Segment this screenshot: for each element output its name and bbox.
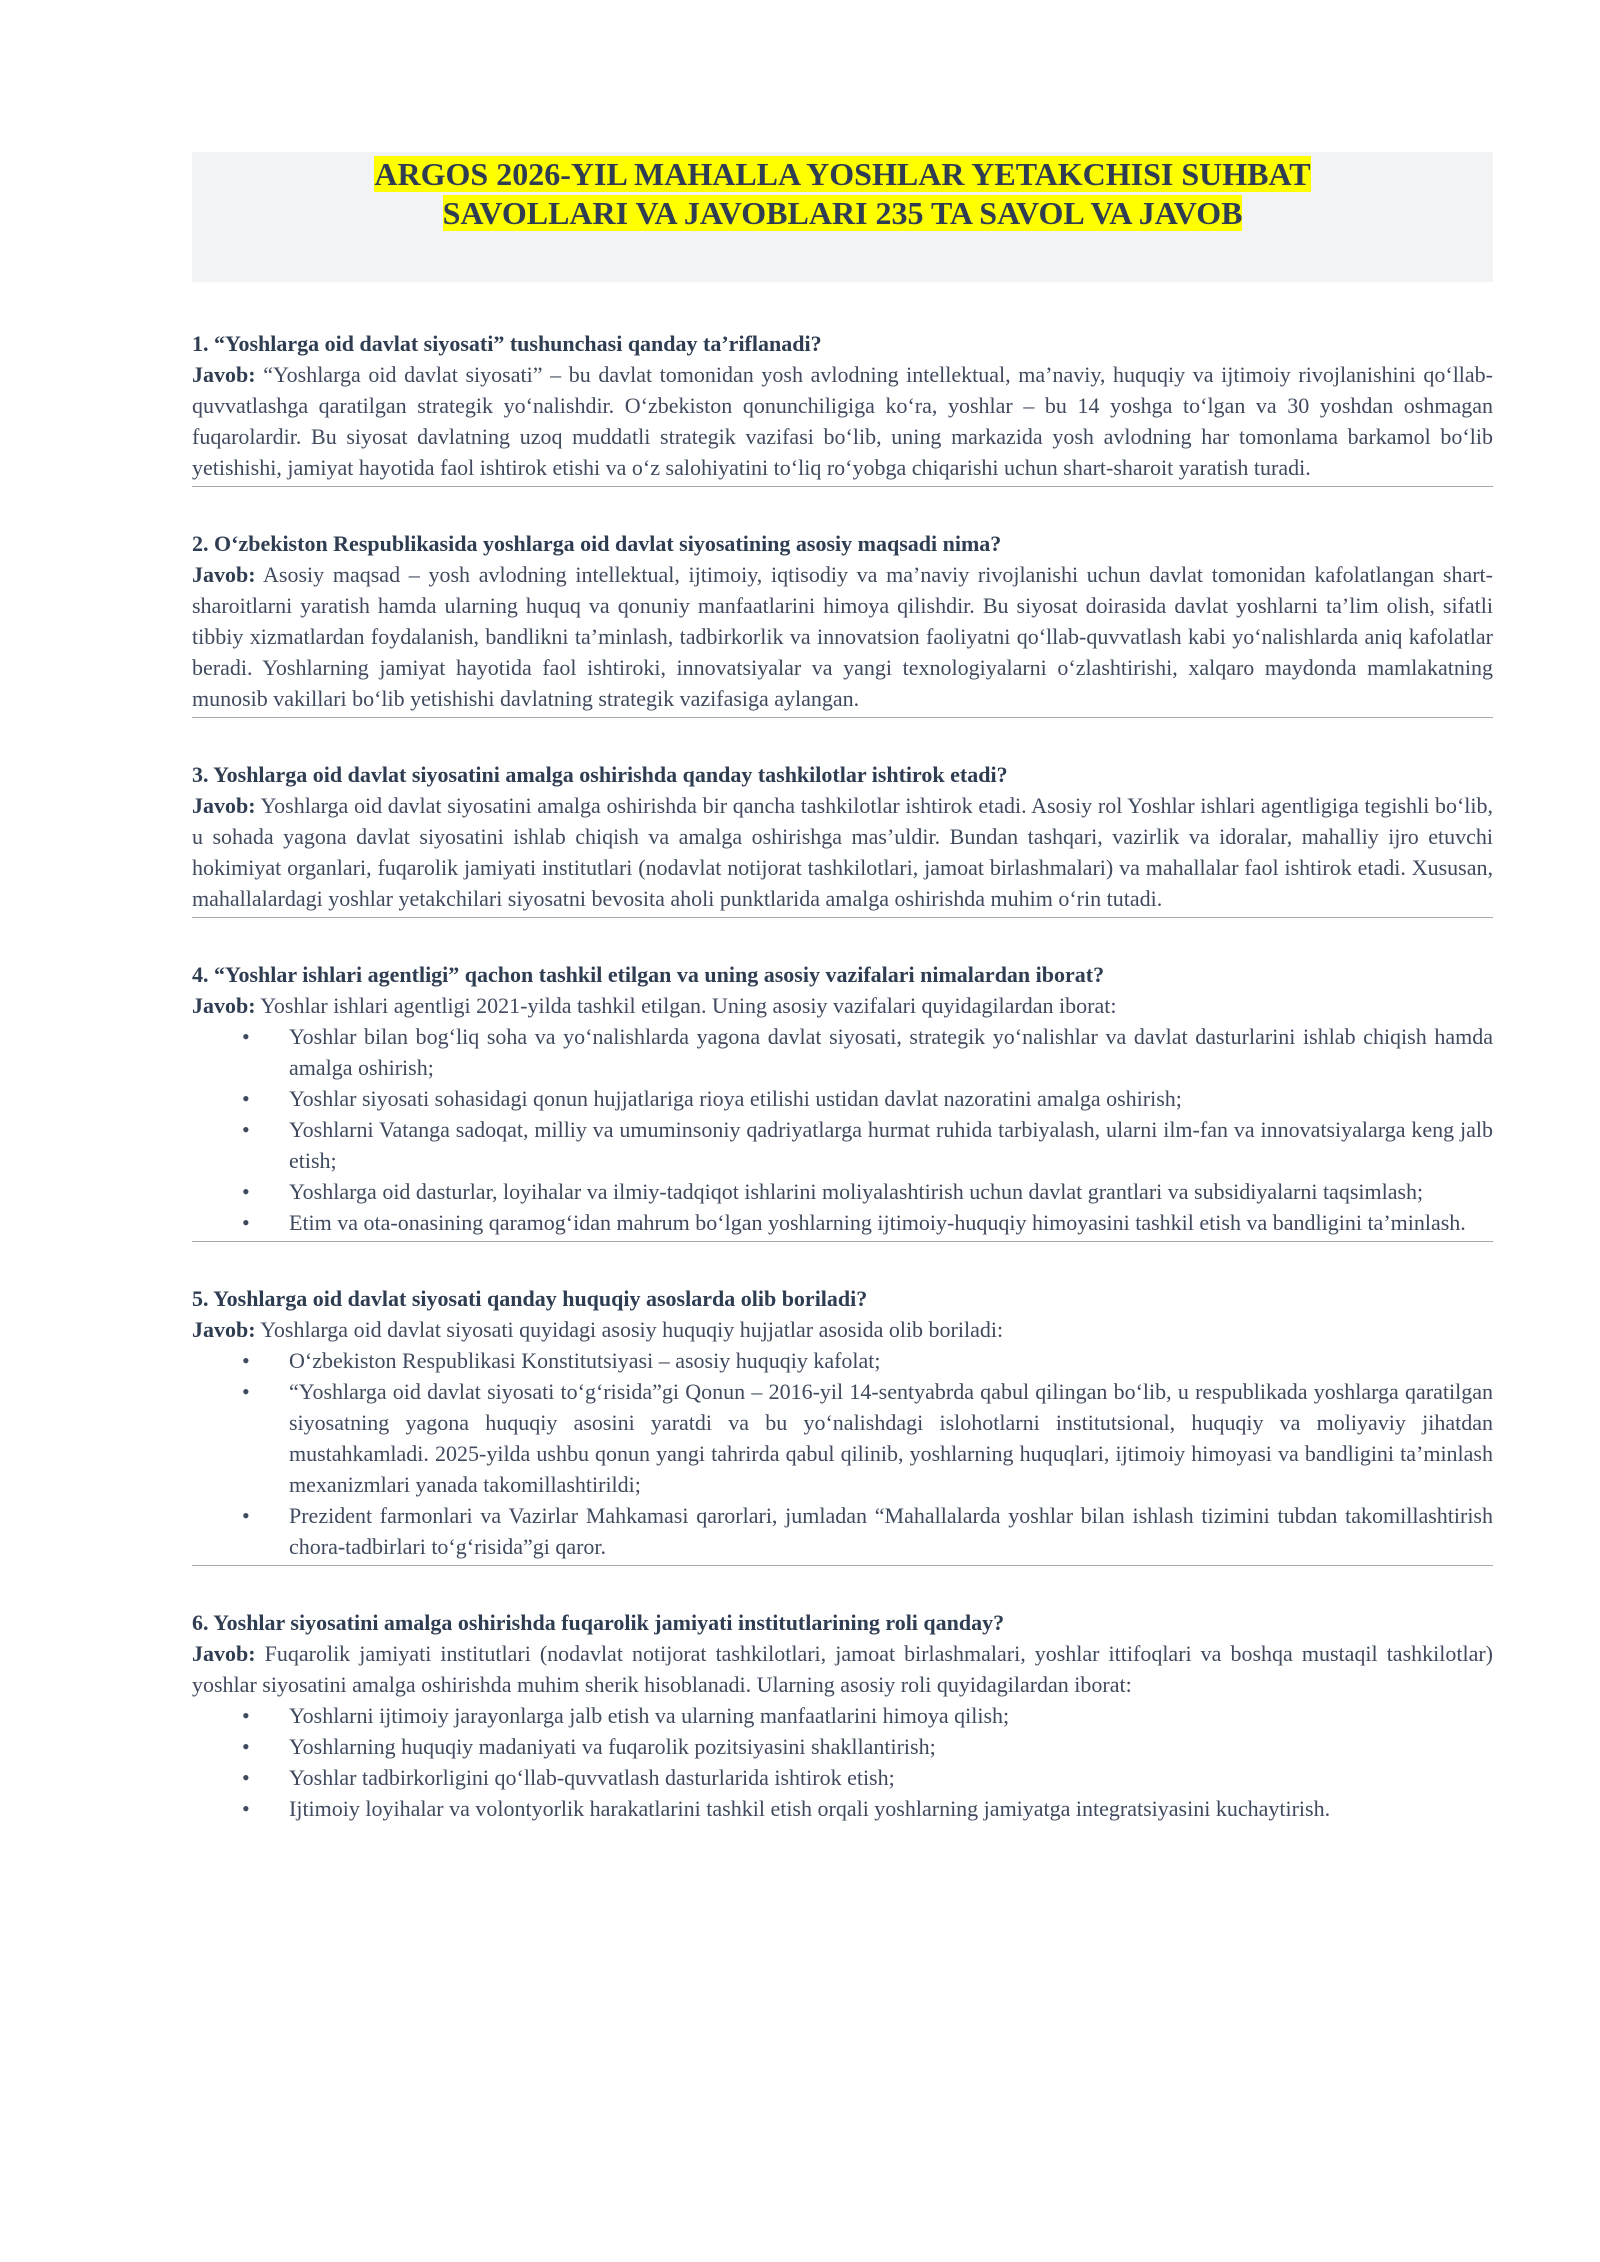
title-line-1: ARGOS 2026-YIL MAHALLA YOSHLAR YETAKCHISI SUHBAT [374, 156, 1311, 192]
list-item: • Yoshlarga oid dasturlar, loyihalar va ilmiy-tadqiqot ishlarini moliyalashtirish uchun davlat grantlari va subsidiyalarni taqsimlash; [289, 1176, 1493, 1207]
answer [192, 790, 1493, 914]
answer-label: Javob: [192, 362, 256, 387]
bullet-list [192, 1021, 1493, 1238]
list-item: • Yoshlar bilan bog‘liq soha va yo‘nalishlarda yagona davlat siyosati, strategik yo‘nalishlar va davlat dasturlarini ishlab chiqish hamda amalga oshirish; [289, 1021, 1493, 1083]
qa-item [192, 328, 1493, 487]
list-item: • “Yoshlarga oid davlat siyosati to‘g‘risida”gi Qonun – 2016-yil 14-sentyabrda qabul qilingan bo‘lib, u respublikada yoshlarga qaratilgan siyosatning yagona huquqiy asosini yaratdi va bu yo‘nalishdagi islohotlarni institutsional, huquqiy va moliyaviy jihatdan mustahkamladi. 2025-yilda ushbu qonun yangi tahrirda qabul qilinib, yoshlarning huquqlari, ijtimoiy himoyasi va bandligini ta’minlash mexanizmlari yanada takomillashtirildi; [289, 1376, 1493, 1500]
answer-label: Javob: [192, 1641, 256, 1666]
answer-text: Asosiy maqsad – yosh avlodning intellektual, ijtimoiy, iqtisodiy va ma’naviy rivojlanishi uchun davlat tomonidan kafolatlangan shart-sharoitlarni yaratish hamda ularning huquq va qonuniy manfaatlarini himoya qilishdir. Bu siyosat doirasida davlat yoshlarni ta’lim olish, sifatli tibbiy xizmatlardan foydalanish, bandlikni ta’minlash, tadbirkorlik va innovatsion faoliyatni qo‘llab-quvvatlash kabi yo‘nalishlarda aniq kafolatlar beradi. Yoshlarning jamiyat hayotida faol ishtiroki, innovatsiyalar va yangi texnologiyalarni o‘zlashtirishi, xalqaro maydonda mamlakatning munosib vakillari bo‘lib yetishishi davlatning strategik vazifasiga aylangan. [192, 562, 1493, 711]
answer [192, 359, 1493, 483]
question: 4. “Yoshlar ishlari agentligi” qachon tashkil etilgan va uning asosiy vazifalari nimalardan iborat? [192, 962, 1105, 987]
list-item: • Yoshlarning huquqiy madaniyati va fuqarolik pozitsiyasini shakllantirish; [289, 1731, 1493, 1762]
qa-item [192, 759, 1493, 918]
answer [192, 559, 1493, 714]
bullet-list [192, 1345, 1493, 1562]
qa-item [192, 1607, 1493, 1824]
question: 6. Yoshlar siyosatini amalga oshirishda fuqarolik jamiyati institutlarining roli qanday? [192, 1610, 1005, 1635]
list-item: • Prezident farmonlari va Vazirlar Mahkamasi qarorlari, jumladan “Mahallalarda yoshlar bilan ishlash tizimini tubdan takomillashtirish chora-tadbirlari to‘g‘risida”gi qaror. [289, 1500, 1493, 1562]
answer-text: “Yoshlarga oid davlat siyosati” – bu davlat tomonidan yosh avlodning intellektual, ma’naviy, huquqiy va ijtimoiy rivojlanishini qo‘llab-quvvatlashga qaratilgan strategik yo‘nalishdir. O‘zbekiston qonunchiligiga ko‘ra, yoshlar – bu 14 yoshga to‘lgan va 30 yoshdan oshmagan fuqarolardir. Bu siyosat davlatning uzoq muddatli strategik vazifasi bo‘lib, uning markazida yosh avlodning har tomonlama barkamol bo‘lib yetishishi, jamiyat hayotida faol ishtirok etishi va o‘z salohiyatini to‘liq ro‘yobga chiqarishi uchun shart-sharoit yaratish turadi. [192, 362, 1494, 480]
answer-text: Fuqarolik jamiyati institutlari (nodavlat notijorat tashkilotlari, jamoat birlashmalari, yoshlar ittifoqlari va boshqa mustaqil tashkilotlar) yoshlar siyosatini amalga oshirishda muhim sherik hisoblanadi. Ularning asosiy roli quyidagilardan iborat: [192, 1641, 1494, 1697]
answer [192, 1638, 1493, 1700]
question: 3. Yoshlarga oid davlat siyosatini amalga oshirishda qanday tashkilotlar ishtirok etadi? [192, 762, 1008, 787]
qa-item [192, 528, 1493, 718]
list-item: • Ijtimoiy loyihalar va volontyorlik harakatlarini tashkil etish orqali yoshlarning jamiyatga integratsiyasini kuchaytirish. [289, 1793, 1493, 1824]
document-body [192, 152, 1493, 1824]
list-item: • Yoshlar siyosati sohasidagi qonun hujjatlariga rioya etilishi ustidan davlat nazoratini amalga oshirish; [289, 1083, 1493, 1114]
question: 2. O‘zbekiston Respublikasida yoshlarga oid davlat siyosatining asosiy maqsadi nima? [192, 531, 1002, 556]
question: 1. “Yoshlarga oid davlat siyosati” tushunchasi qanday ta’riflanadi? [192, 331, 822, 356]
question: 5. Yoshlarga oid davlat siyosati qanday huquqiy asoslarda olib boriladi? [192, 1286, 868, 1311]
list-item: • Yoshlarni Vatanga sadoqat, milliy va umuminsoniy qadriyatlarga hurmat ruhida tarbiyalash, ularni ilm-fan va innovatsiyalarga keng jalb etish; [289, 1114, 1493, 1176]
answer-label: Javob: [192, 793, 256, 818]
qa-item [192, 1283, 1493, 1566]
qa-item [192, 959, 1493, 1242]
answer-label: Javob: [192, 1317, 256, 1342]
answer-text: Yoshlarga oid davlat siyosati quyidagi asosiy huquqiy hujjatlar asosida olib boriladi: [260, 1317, 1004, 1342]
list-item: • Yoshlar tadbirkorligini qo‘llab-quvvatlash dasturlarida ishtirok etish; [289, 1762, 1493, 1793]
list-item: • O‘zbekiston Respublikasi Konstitutsiyasi – asosiy huquqiy kafolat; [289, 1345, 1493, 1376]
list-item: • Etim va ota-onasining qaramog‘idan mahrum bo‘lgan yoshlarning ijtimoiy-huquqiy himoyasini tashkil etish va bandligini ta’minlash. [289, 1207, 1493, 1238]
bullet-list [192, 1700, 1493, 1824]
title-line-2: SAVOLLARI VA JAVOBLARI 235 TA SAVOL VA JAVOB [442, 195, 1243, 231]
answer [192, 1314, 1493, 1345]
answer-text: Yoshlarga oid davlat siyosatini amalga oshirishda bir qancha tashkilotlar ishtirok etadi. Asosiy rol Yoshlar ishlari agentligiga tegishli bo‘lib, u sohada yagona davlat siyosatini ishlab chiqish va amalga oshirishga mas’uldir. Bundan tashqari, vazirlik va idoralar, mahalliy ijro etuvchi hokimiyat organlari, fuqarolik jamiyati institutlari (nodavlat notijorat tashkilotlari, jamoat birlashmalari) va mahallalar faol ishtirok etadi. Xususan, mahallalardagi yoshlar yetakchilari siyosatni bevosita aholi punktlarida amalga oshirishda muhim o‘rin tutadi. [192, 793, 1493, 911]
answer-text: Yoshlar ishlari agentligi 2021-yilda tashkil etilgan. Uning asosiy vazifalari quyidagilardan iborat: [260, 993, 1117, 1018]
answer [192, 990, 1493, 1021]
document-title [192, 152, 1493, 282]
answer-label: Javob: [192, 562, 256, 587]
answer-label: Javob: [192, 993, 256, 1018]
list-item: • Yoshlarni ijtimoiy jarayonlarga jalb etish va ularning manfaatlarini himoya qilish; [289, 1700, 1493, 1731]
